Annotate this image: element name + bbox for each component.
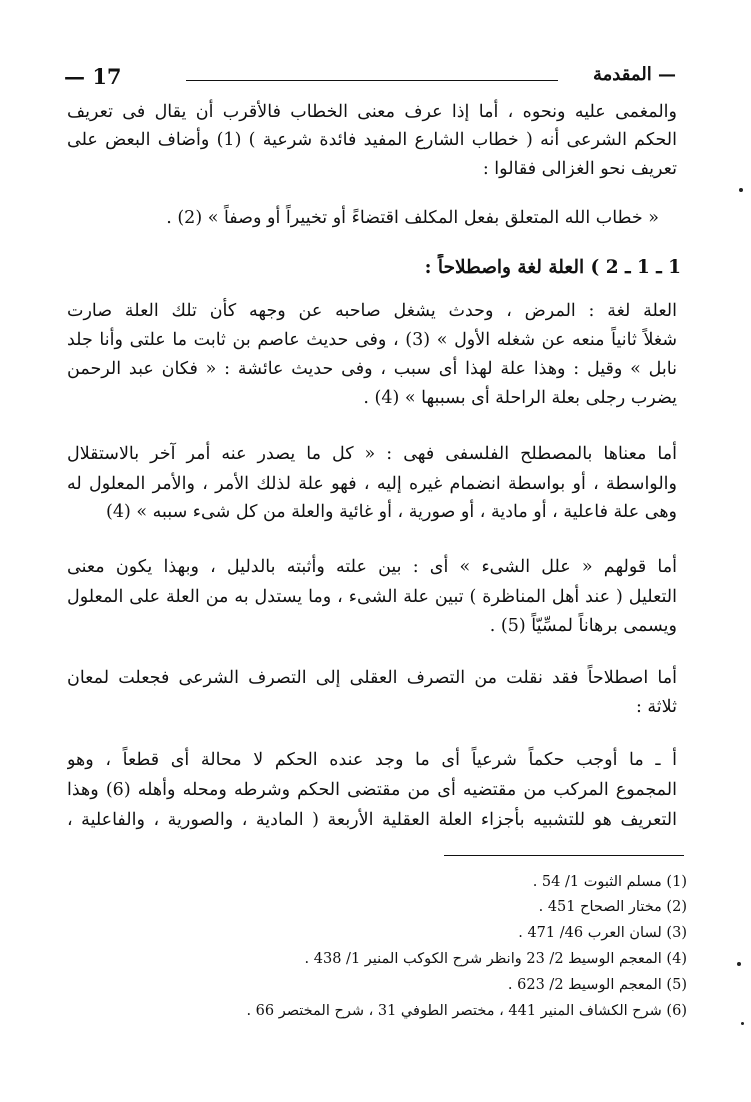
body-line: التعريف هو للتشبيه بأجزاء العلة العقلية الأربعة ( المادية ، والصورية ، والفاعلية ، xyxy=(67,810,677,830)
scan-speck xyxy=(741,1022,744,1025)
body-line: يضرب رجلى بعلة الراحلة أى بسببها » (4) . xyxy=(363,388,677,408)
body-line: وهى علة فاعلية ، أو مادية ، أو صورية ، أو غائية والعلة من كل شىء سببه » (4) xyxy=(106,502,677,522)
footnote: (4) المعجم الوسيط 2/ 23 وانظر شرح الكوكب المنير 1/ 438 . xyxy=(304,951,687,967)
footnote: (6) شرح الكشاف المنير 441 ، مختصر الطوفي 31 ، شرح المختصر 66 . xyxy=(246,1003,687,1019)
footnote: (3) لسان العرب 46/ 471 . xyxy=(518,925,687,941)
body-line: والمغمى عليه ونحوه ، أما إذا عرف معنى الخطاب فالأقرب أن يقال فى تعريف xyxy=(67,102,677,122)
header-rule xyxy=(186,80,558,81)
footnote-rule xyxy=(444,855,684,856)
body-line: نابل » وقيل : وهذا علة لهذا أى سبب ، وفى حديث عائشة : « فكان عبد الرحمن xyxy=(67,359,677,379)
section-heading: 1 ـ 1 ـ 2 ) العلة لغة واصطلاحاً : xyxy=(424,257,681,278)
body-line: التعليل ( عند أهل المناظرة ) تبين علة الشىء ، وما يستدل به من العلة على المعلول xyxy=(67,587,677,607)
page-number-group xyxy=(64,64,122,89)
body-line: والواسطة ، أو بواسطة انضمام غيره إليه ، فهو علة لذلك الأمر ، والأمر المعلول له xyxy=(67,474,677,494)
footnote: (5) المعجم الوسيط 2/ 623 . xyxy=(507,977,687,993)
section-title: — المقدمة xyxy=(592,64,676,85)
body-line: أ ـ ما أوجب حكماً شرعياً أى ما وجد عنده الحكم لا محالة أى قطعاً ، وهو xyxy=(67,750,677,770)
body-line: تعريف نحو الغزالى فقالوا : xyxy=(482,159,677,179)
header-dash: — xyxy=(64,64,85,89)
scan-speck xyxy=(739,188,743,192)
scan-speck xyxy=(737,962,741,966)
body-line: ويسمى برهاناً لمسِّيّاً (5) . xyxy=(489,616,677,636)
body-line: ثلاثة : xyxy=(635,697,677,717)
footnote: (1) مسلم الثبوت 1/ 54 . xyxy=(532,874,687,890)
body-line: شغلاً ثانياً منعه عن شغله الأول » (3) ، وفى حديث عاصم بن ثابت ما علتى وأنا جلد xyxy=(67,330,677,350)
body-line: المجموع المركب من مقتضيه أى من مقتضى الحكم وشرطه ومحله وأهله (6) وهذا xyxy=(67,780,677,800)
body-line: أما اصطلاحاً فقد نقلت من التصرف العقلى إلى التصرف الشرعى فجعلت لمعان xyxy=(67,668,677,688)
footnote: (2) مختار الصحاح 451 . xyxy=(538,899,687,915)
running-header xyxy=(64,62,676,92)
body-line: العلة لغة : المرض ، وحدث يشغل صاحبه عن وجهه كأن تلك العلة صارت xyxy=(67,301,677,321)
page-number: 17 xyxy=(92,64,122,89)
body-line: أما معناها بالمصطلح الفلسفى فهى : « كل ما يصدر عنه أمر آخر بالاستقلال xyxy=(67,444,677,464)
body-line: الحكم الشرعى أنه ( خطاب الشارع المفيد فائدة شرعية ) (1) وأضاف البعض على xyxy=(67,130,677,150)
body-line: أما قولهم « علل الشىء » أى : بين علته وأثبته بالدليل ، وبهذا يكون معنى xyxy=(67,557,677,577)
body-line: « خطاب الله المتعلق بفعل المكلف اقتضاءً أو تخييراً أو وصفاً » (2) . xyxy=(166,208,659,228)
